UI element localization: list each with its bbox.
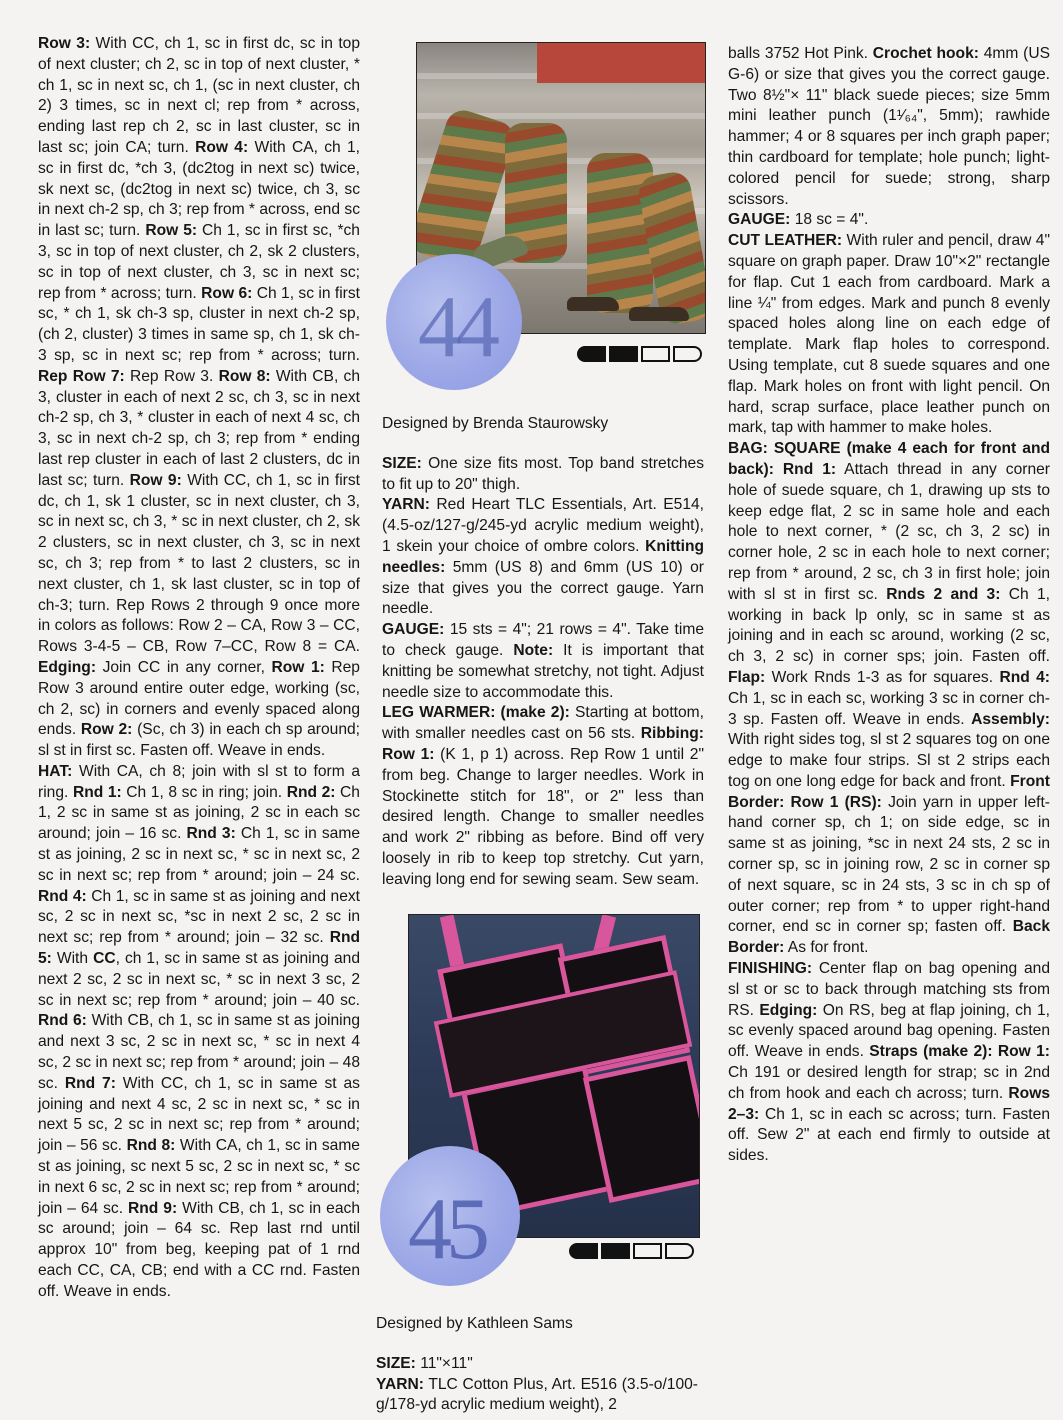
text-run: Ch 1, sc in first sc, * ch 1, sk ch-3 sp, cluster in next ch-2 sp, (ch 2, cluster) 3 times in same sp, ch 1, sk ch-3 sp, sc in next sc; rep from * across; turn. [38, 284, 361, 364]
bold-heading: Back Border: [728, 918, 1050, 957]
text-run: It is important that knitting be somewhat stretchy, not tight. Adjust needle size to accommodate this. [382, 641, 704, 701]
paragraph [382, 620, 704, 703]
paragraph [382, 703, 704, 890]
text-run: Ch 1, 2 sc in same st as joining, 2 sc in each sc around; join – 16 sc. [38, 783, 360, 843]
designer-credit: Designed by Kathleen Sams [376, 1315, 573, 1332]
paragraph [376, 1375, 698, 1417]
bold-heading: Straps (make 2): Row 1: [869, 1043, 1050, 1061]
bold-heading: FINISHING: [728, 960, 813, 978]
text-run: With CB, ch 1, sc in each sc around; join – 64 sc. Rep last rnd until approx 10" from beg, keeping pat of 1 rnd each CC, CA, CB; end with a CC rnd. Fasten off. Weave in ends. [38, 1199, 360, 1300]
bold-heading: HAT: [38, 762, 73, 780]
text-run: With CC, ch 1, sc in first dc, sc in top of next cluster; ch 2, sc in top of next cluster, * ch 1, sc in next sc, ch 1, (sc in next cluster, ch 2) 3 times, sc in next cl; rep from * across, ending last rep ch 2, sc in last cluster, sc in last sc; join CA; turn. [38, 35, 360, 156]
text-run: TLC Cotton Plus, Art. E516 (3.5-o/100-g/178-yd acrylic medium weight), 2 [376, 1375, 698, 1414]
text-run: Rep Row 3 around entire outer edge, working (sc, ch 2, sc) in corners and evenly spaced along ends. [38, 658, 360, 739]
bold-heading: YARN: [376, 1375, 424, 1393]
bold-heading: Row 3: [38, 35, 91, 52]
text-run: Center flap on bag opening and sl st or sc to back through matching sts from RS. [728, 960, 1050, 1019]
designer-credit: Designed by Brenda Staurowsky [382, 415, 609, 432]
paragraph [728, 210, 1050, 231]
paragraph [728, 44, 1050, 210]
text-run: Ch 1, 8 sc in ring; join. [121, 783, 287, 801]
text-run: balls 3752 Hot Pink. [728, 45, 873, 62]
bold-heading: Rnd 4: [999, 668, 1050, 686]
text-run: With CA, ch 1, sc in first dc, *ch 3, (dc2tog in next sc) twice, sk next sc, (dc2tog in next sc) twice, ch 3, sc in next ch-2 sp, ch 3; rep from * across, end sc in last sc; turn. [38, 138, 360, 240]
text-run: Ch 1, sc in each sc, working 3 sc in corner ch-3 sp. Fasten off. Weave in ends. [728, 689, 1050, 728]
bold-heading: YARN: [382, 496, 430, 514]
text-run: Ch 1, working in back lp only, sc in same st as joining and in each sc around, working (2 sc, ch 3, 2 sc) in corner sps; join. Fasten off. [728, 585, 1050, 666]
bold-heading: Rnd 1: [72, 783, 122, 801]
pattern-instructions [382, 454, 704, 891]
text-run: On RS, beg at flap joining, ch 1, sc evenly spaced around bag opening. Fasten off. Weave in ends. [728, 1001, 1050, 1061]
text-run: Ch 1, sc in first sc, *ch 3, sc in top of next cluster, ch 2, sk 2 clusters, sc in top of next cluster, ch 3, sc in next sc; rep from * across; turn. [38, 222, 360, 302]
bold-heading: Rnds 2 and 3: [886, 585, 1001, 603]
bold-heading: Crochet hook: [872, 45, 979, 62]
text-run: Attach thread in any corner hole of suede square, ch 1, drawing up sts to keep edge flat, 2 sc in same hole and each hole to next corner, * (2 sc, ch 3, 2 sc) in corner hole, 2 sc in each hole to next corner; rep from * around, 2 sc, ch 3 in first hole; join with sl st in first sc. [728, 460, 1050, 603]
pattern-number: 45 [408, 1181, 484, 1278]
skill-level-indicator [569, 1243, 694, 1259]
bold-heading: Row 8: [218, 367, 271, 385]
bold-heading: Front Border: Row 1 (RS): [728, 772, 1050, 811]
text-run: Starting at bottom, with smaller needles cast on 56 sts. [382, 704, 704, 743]
paragraph [38, 34, 360, 762]
paragraph [382, 495, 704, 620]
bold-heading: Row 5: [145, 222, 198, 240]
bold-heading: Rnd 5: [38, 929, 360, 968]
text-run: Ch 1, sc in same st as joining, 2 sc in next sc, * sc in next sc, 2 sc in next sc; rep from * around; join – 24 sc. [38, 825, 360, 884]
skill-level-segment [665, 1243, 694, 1259]
bold-heading: CUT LEATHER: [728, 232, 843, 250]
text-run: Work Rnds 1-3 as for squares. [765, 668, 1000, 686]
bold-heading: Row 1: [271, 658, 325, 676]
skill-level-segment [601, 1243, 630, 1259]
text-run: With CA, ch 8; join with sl st to form a ring. [38, 762, 360, 801]
bold-heading: Edging: [38, 658, 97, 676]
text-run: Ch 1, sc in each sc across; turn. Fasten off. Sew 2" at each end firmly to outside at sides. [728, 1105, 1050, 1165]
text-run: With right sides tog, sl st 2 squares tog on one edge to make four strips. Sl st 2 strips each tog on one long edge for back and front. [728, 731, 1050, 790]
bold-heading: Row 6: [201, 284, 253, 302]
skill-level-segment [609, 346, 638, 362]
bold-heading: Rnd 2: [286, 783, 336, 801]
text-run: Join CC in any corner, [96, 658, 272, 676]
paragraph [728, 231, 1050, 439]
text-run: With [51, 950, 94, 968]
pattern-number: 44 [418, 279, 494, 376]
text-run: Rep Row 3. [124, 367, 219, 385]
text-run: (K 1, p 1) across. Rep Row 1 until 2" from beg. Change to larger needles. Work in Stockinette stitch for 18", or 2" less than desired length. Change to smaller needles and work 2" ribbing as before. Bind off very loosely in rib to keep top stretchy. Cut yarn, leaving long end for sewing seam. Sew seam. [382, 745, 704, 888]
bold-heading: Row 9: [129, 471, 182, 489]
text-run: (Sc, ch 3) in each ch sp around; sl st in first sc. Fasten off. Weave in ends. [38, 721, 360, 760]
bold-heading: GAUGE: [382, 621, 445, 639]
skill-level-segment [577, 346, 606, 362]
column-middle-top [382, 414, 704, 891]
bold-heading: LEG WARMER: (make 2): [382, 704, 570, 722]
paragraph [728, 439, 1050, 959]
text-run: One size fits most. Top band stretches to fit up to 20" thigh. [382, 454, 704, 493]
bold-heading: Note: [513, 641, 554, 659]
skill-level-segment [569, 1243, 598, 1259]
skill-level-segment [633, 1243, 662, 1259]
text-run: With CC, ch 1, sc in first dc, ch 1, sk 1 cluster, sc in next cluster, ch 3, sc in next sc, ch 3, * sc in next cluster, ch 2, sk 2 clusters, sc in next cluster, ch 3, sc in next sc, ch 3; rep from * to last 2 clusters, sc in next cluster, ch 1, sk last cluster, sc in top of ch-3; turn. Rep Rows 2 through 9 once more in colors as follows: Row 2 – CA, Row 3 – CC, Rows 3-4-5 – CB, Row 7–CC, Row 8 = CA. [38, 471, 360, 656]
bold-heading: SIZE: [376, 1354, 416, 1372]
text-run: As for front. [784, 939, 869, 957]
text-run: 15 sts = 4"; 21 rows = 4". Take time to check gauge. [382, 621, 704, 659]
bold-heading: Flap: [728, 668, 766, 686]
text-run: With CA, ch 1, sc in same st as joining, sc next 5 sc, 2 sc in next sc, * sc in next 6 sc, 2 sc in next sc; rep from * around; join – 64 sc. [38, 1137, 360, 1217]
text-run: Ch 1, sc in same st as joining and next sc, 2 sc in next sc, *sc in next 2 sc, 2 sc in next sc; rep from * around; join – 32 sc. [38, 887, 360, 947]
bold-heading: Ribbing: Row 1: [382, 725, 704, 763]
text-run: Join yarn in upper left-hand corner sp, ch 1; on side edge, sc in same st as joining, *sc in next 24 sts, 2 sc in corner sp, sc in joining row, 2 sc in corner sp of next square, sc in 24 sts, 3 sc in ch sp of outer corner; rep from * to upper right-hand corner, end sc in corner sp; fasten off. [728, 793, 1050, 936]
pattern-instructions [376, 1354, 698, 1416]
bold-heading: Rnd 4: [38, 887, 87, 905]
bold-heading: Rep Row 7: [38, 367, 125, 385]
bold-heading: Rnd 8: [126, 1137, 176, 1155]
paragraph [382, 454, 704, 496]
text-run: 18 sc = 4". [790, 211, 869, 229]
text-run: 4mm (US G-6) or size that gives you the correct gauge. Two 8½"× 11" black suede pieces; size 5mm mini leather punch (1¹⁄₆₄", 5mm); rawhide hammer; 4 or 8 squares per inch graph paper; thin cardboard for template; hole punch; light-colored pencil for suede; strong, sharp scissors. [728, 45, 1050, 208]
bold-heading: GAUGE: [728, 211, 791, 229]
text-run: With CB, ch 3, cluster in each of next 2 sc, ch 3, sc in next ch-2 sp, ch 3, * cluster in each of next 4 sc, ch 3, sc in next ch-2 sp, ch 3; rep from * ending last rep cluster in each of last 2 clusters, dc in last sc; turn. [38, 367, 360, 489]
bold-heading: SIZE: [382, 454, 422, 472]
bold-heading: Row 4: [195, 138, 249, 156]
paragraph [38, 762, 360, 1303]
paragraph [376, 1354, 698, 1375]
bold-heading: CC [93, 950, 116, 968]
skill-level-indicator [577, 346, 702, 362]
text-run: With ruler and pencil, draw 4" square on graph paper. Draw 10"×2" rectangle for flap. Cut 1 each from cardboard. Mark a line ¼" from edges. Mark and punch 8 evenly spaced holes along line on each edge of template. Mark flap holes to correspond. Using template, cut 8 suede squares and one flap. Mark holes on front with light pencil. On hard, scrap surface, place leather punch on mark, tap with hammer to make holes. [728, 232, 1050, 437]
bold-heading: Assembly: [971, 710, 1050, 728]
text-run: Red Heart TLC Essentials, Art. E514, (4.5-oz/127-g/245-yd acrylic medium weight), 1 skein your choice of ombre colors. [382, 496, 704, 555]
bold-heading: Rnd 6: [38, 1012, 87, 1030]
skill-level-segment [641, 346, 670, 362]
bold-heading: Rnd 7: [64, 1074, 116, 1092]
bold-heading: Knitting needles: [382, 537, 704, 576]
text-run: With CB, ch 1, sc in same st as joining and next 3 sc, 2 sc in next sc, * sc in next 4 sc, 2 sc in next sc; rep from * around; join – 48 sc. [38, 1012, 360, 1092]
skill-level-segment [673, 346, 702, 362]
paragraph [728, 959, 1050, 1167]
text-run: 11"×11" [415, 1354, 473, 1372]
bold-heading: BAG: SQUARE (make 4 each for front and back): Rnd 1: [728, 440, 1050, 478]
column-left [38, 34, 360, 1303]
column-right [728, 44, 1050, 1167]
bold-heading: Rnd 9: [128, 1199, 178, 1217]
text-run: , ch 1, sc in same st as joining and next 2 sc, 2 sc in next sc, * sc in next 3 sc, 2 sc in next sc; rep from * around; join – 40 sc. [38, 950, 360, 1009]
bold-heading: Rnd 3: [186, 825, 236, 843]
bold-heading: Rows 2–3: [728, 1084, 1050, 1123]
bold-heading: Edging: [759, 1001, 818, 1019]
text-run: 5mm (US 8) and 6mm (US 10) or size that gives you the correct gauge. Yarn needle. [382, 558, 704, 618]
bold-heading: Row 2: [80, 721, 133, 739]
text-run: With CC, ch 1, sc in same st as joining and next 4 sc, 2 sc in next sc, * sc in next 5 sc, 2 sc in next sc; rep from * around; join – 56 sc. [38, 1074, 360, 1155]
column-middle-bottom [376, 1314, 698, 1416]
text-run: Ch 191 or desired length for strap; sc in 2nd ch from hook and each ch across; turn. [728, 1064, 1050, 1102]
